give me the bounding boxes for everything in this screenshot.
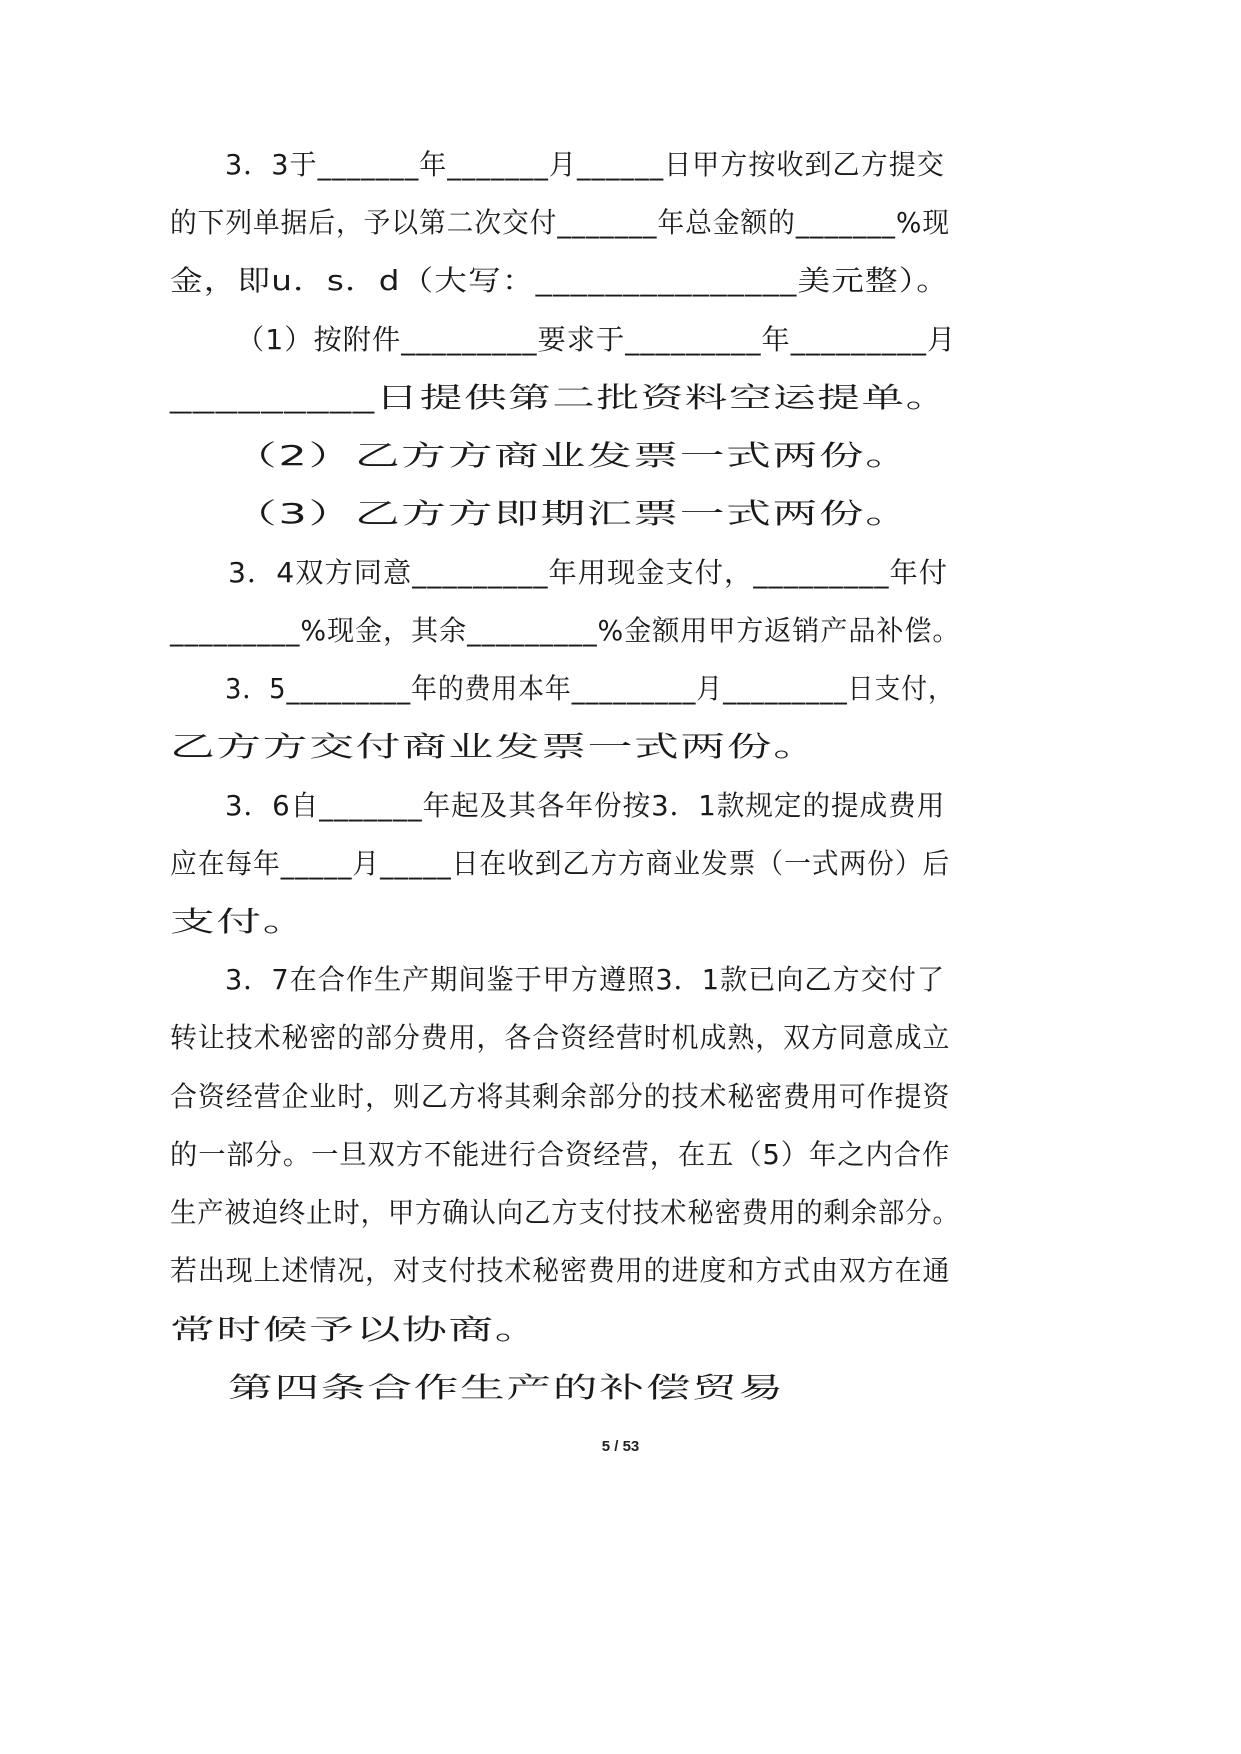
text-line: 金，即u．s．d（大写：_______________美元整）。: [170, 264, 951, 297]
section-heading: 第四条合作生产的补偿贸易: [228, 1371, 785, 1404]
text-line: 生产被迫终止时，甲方确认向乙方支付技术秘密费用的剩余部分。: [170, 1196, 960, 1229]
page-number: 5 / 53: [601, 1438, 640, 1455]
text-line: 常时候予以协商。: [170, 1313, 542, 1346]
text-line: 的一部分。一旦双方不能进行合资经营，在五（5）年之内合作: [170, 1138, 951, 1171]
text-line: _________%现金，其余_________%金额用甲方返销产品补偿。: [170, 614, 961, 647]
text-line: （3）乙方方即期汇票一式两份。: [232, 497, 912, 530]
text-line: _________日提供第二批资料空运提单。: [170, 381, 950, 414]
text-line: （2）乙方方商业发票一式两份。: [232, 439, 912, 472]
text-line: （1）按附件_________要求于_________年_________月: [236, 323, 957, 356]
text-line: 3．3于_______年_______月______日甲方按收到乙方提交: [225, 148, 945, 181]
text-line: 3．6自_______年起及其各年份按3．1款规定的提成费用: [225, 789, 946, 822]
text-line: 的下列单据后，予以第二次交付_______年总金额的_______%现: [170, 206, 950, 239]
text-line: 转让技术秘密的部分费用，各合资经营时机成熟，双方同意成立: [170, 1021, 951, 1054]
text-line: 乙方方交付商业发票一式两份。: [170, 730, 820, 763]
text-line: 应在每年_____月_____日在收到乙方方商业发票（一式两份）后: [170, 847, 951, 880]
text-line: 3．7在合作生产期间鉴于甲方遵照3．1款已向乙方交付了: [225, 963, 945, 996]
text-line: 3．5_________年的费用本年_________月_________日支付，: [225, 672, 955, 705]
text-line: 3．4双方同意_________年用现金支付，_________年付: [228, 556, 949, 589]
text-line: 支付。: [170, 905, 310, 938]
text-line: 若出现上述情况，对支付技术秘密费用的进度和方式由双方在通: [170, 1254, 951, 1287]
text-line: 合资经营企业时，则乙方将其剩余部分的技术秘密费用可作提资: [170, 1080, 951, 1113]
